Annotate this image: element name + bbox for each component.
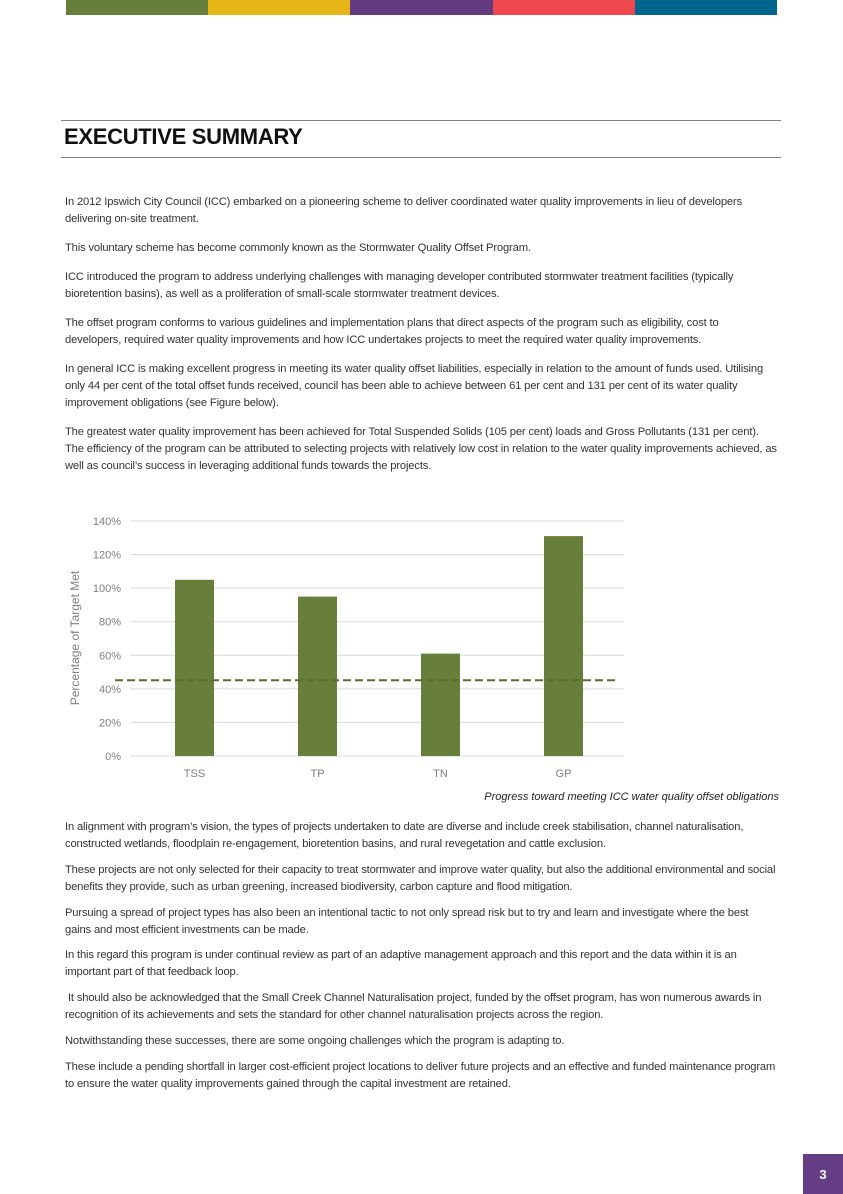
header-color-bar bbox=[66, 0, 777, 15]
page-number-badge bbox=[803, 1154, 843, 1194]
color-segment-purple bbox=[350, 0, 492, 15]
svg-text:100%: 100% bbox=[92, 583, 121, 596]
bar-tp bbox=[298, 597, 337, 756]
bars bbox=[175, 536, 583, 756]
color-segment-blue bbox=[635, 0, 777, 15]
svg-text:120%: 120% bbox=[92, 549, 121, 562]
svg-text:140%: 140% bbox=[92, 516, 121, 528]
intro-paragraph-4: The offset program conforms to various guidelines and implementation plans that direct aspects of the program such as eligibility, cost to developers, required water quality improvements and how ICC undertakes projects to meet the required water quality improvements. bbox=[65, 317, 719, 346]
svg-text:TP: TP bbox=[310, 768, 325, 780]
intro-paragraph-5: In general ICC is making excellent progress in meeting its water quality offset liabilities, especially in relation to the amount of funds used. Utilising only 44 per cent of the total offset funds received, council has been able to achieve between 61 per cent and 131 per cent of its water quality improvement obligations (see Figure below). bbox=[65, 363, 764, 409]
body-paragraph-6: Notwithstanding these successes, there are some ongoing challenges which the program is adapting to. bbox=[65, 1035, 565, 1047]
bar-tss bbox=[175, 580, 214, 756]
body-paragraph-5: It should also be acknowledged that the Small Creek Channel Naturalisation project, funded by the offset program, has won numerous awards in recognition of its achievements and sets the standard for other channel naturalisation projects across the region. bbox=[65, 992, 765, 1021]
color-segment-green bbox=[66, 0, 208, 15]
bar-gp bbox=[544, 536, 583, 756]
svg-text:TSS: TSS bbox=[183, 768, 206, 780]
svg-text:GP: GP bbox=[555, 768, 572, 780]
y-axis-label: Percentage of Target Met bbox=[68, 570, 82, 706]
body-paragraph-3: Pursuing a spread of project types has also been an intentional tactic to not only spread risk but to try and learn and investigate where the best gains and most efficient investments can be made. bbox=[65, 907, 749, 936]
svg-text:80%: 80% bbox=[98, 616, 121, 629]
bar-tn bbox=[421, 654, 460, 756]
svg-text:40%: 40% bbox=[98, 683, 121, 696]
svg-text:60%: 60% bbox=[98, 650, 121, 663]
intro-paragraph-2: This voluntary scheme has become commonly known as the Stormwater Quality Offset Program. bbox=[65, 242, 531, 254]
x-axis-labels bbox=[184, 768, 572, 780]
intro-paragraph-6: The greatest water quality improvement has been achieved for Total Suspended Solids (105 per cent) loads and Gross Pollutants (131 per cent). The efficiency of the program can be attributed to selecting projects with relatively low cost in relation to the water quality improvements achieved, as well as council’s success in leveraging additional funds towards the projects. bbox=[65, 426, 777, 472]
intro-paragraph-3: ICC introduced the program to address underlying challenges with managing developer contributed stormwater treatment facilities (typically bioretention basins), as well as a proliferation of small-scale stormwater treatment devices. bbox=[65, 271, 734, 300]
body-paragraph-7: These include a pending shortfall in larger cost-efficient project locations to deliver future projects and an effective and funded maintenance program to ensure the water quality improvements gained through the capital investment are retained. bbox=[65, 1061, 776, 1090]
body-paragraph-4: In this regard this program is under continual review as part of an adaptive management approach and this report and the data within it is an important part of that feedback loop. bbox=[65, 949, 737, 978]
title-bottom-rule bbox=[61, 157, 781, 158]
title-top-rule bbox=[61, 120, 781, 121]
body-paragraph-1: In alignment with program’s vision, the types of projects undertaken to date are diverse and include creek stabilisation, channel naturalisation, constructed wetlands, floodplain re-engagement, bioretention basins, and rural revegetation and cattle exclusion. bbox=[65, 821, 744, 850]
target-met-bar-chart bbox=[60, 505, 640, 795]
page-number: 3 bbox=[819, 1166, 827, 1182]
body-paragraph-2: These projects are not only selected for their capacity to treat stormwater and improve water quality, but also the additional environmental and social benefits they provide, such as urban greening, increased biodiversity, carbon capture and flood mitigation. bbox=[65, 864, 776, 893]
svg-text:TN: TN bbox=[433, 768, 448, 780]
svg-text:20%: 20% bbox=[98, 717, 121, 730]
page-title: EXECUTIVE SUMMARY bbox=[64, 124, 303, 149]
y-axis-ticks bbox=[93, 516, 121, 763]
svg-text:0%: 0% bbox=[105, 751, 121, 763]
color-segment-red bbox=[493, 0, 635, 15]
color-segment-yellow bbox=[208, 0, 350, 15]
chart-caption: Progress toward meeting ICC water quality offset obligations bbox=[484, 791, 779, 803]
intro-paragraph-1: In 2012 Ipswich City Council (ICC) embarked on a pioneering scheme to deliver coordinated water quality improvements in lieu of developers delivering on-site treatment. bbox=[65, 196, 743, 225]
